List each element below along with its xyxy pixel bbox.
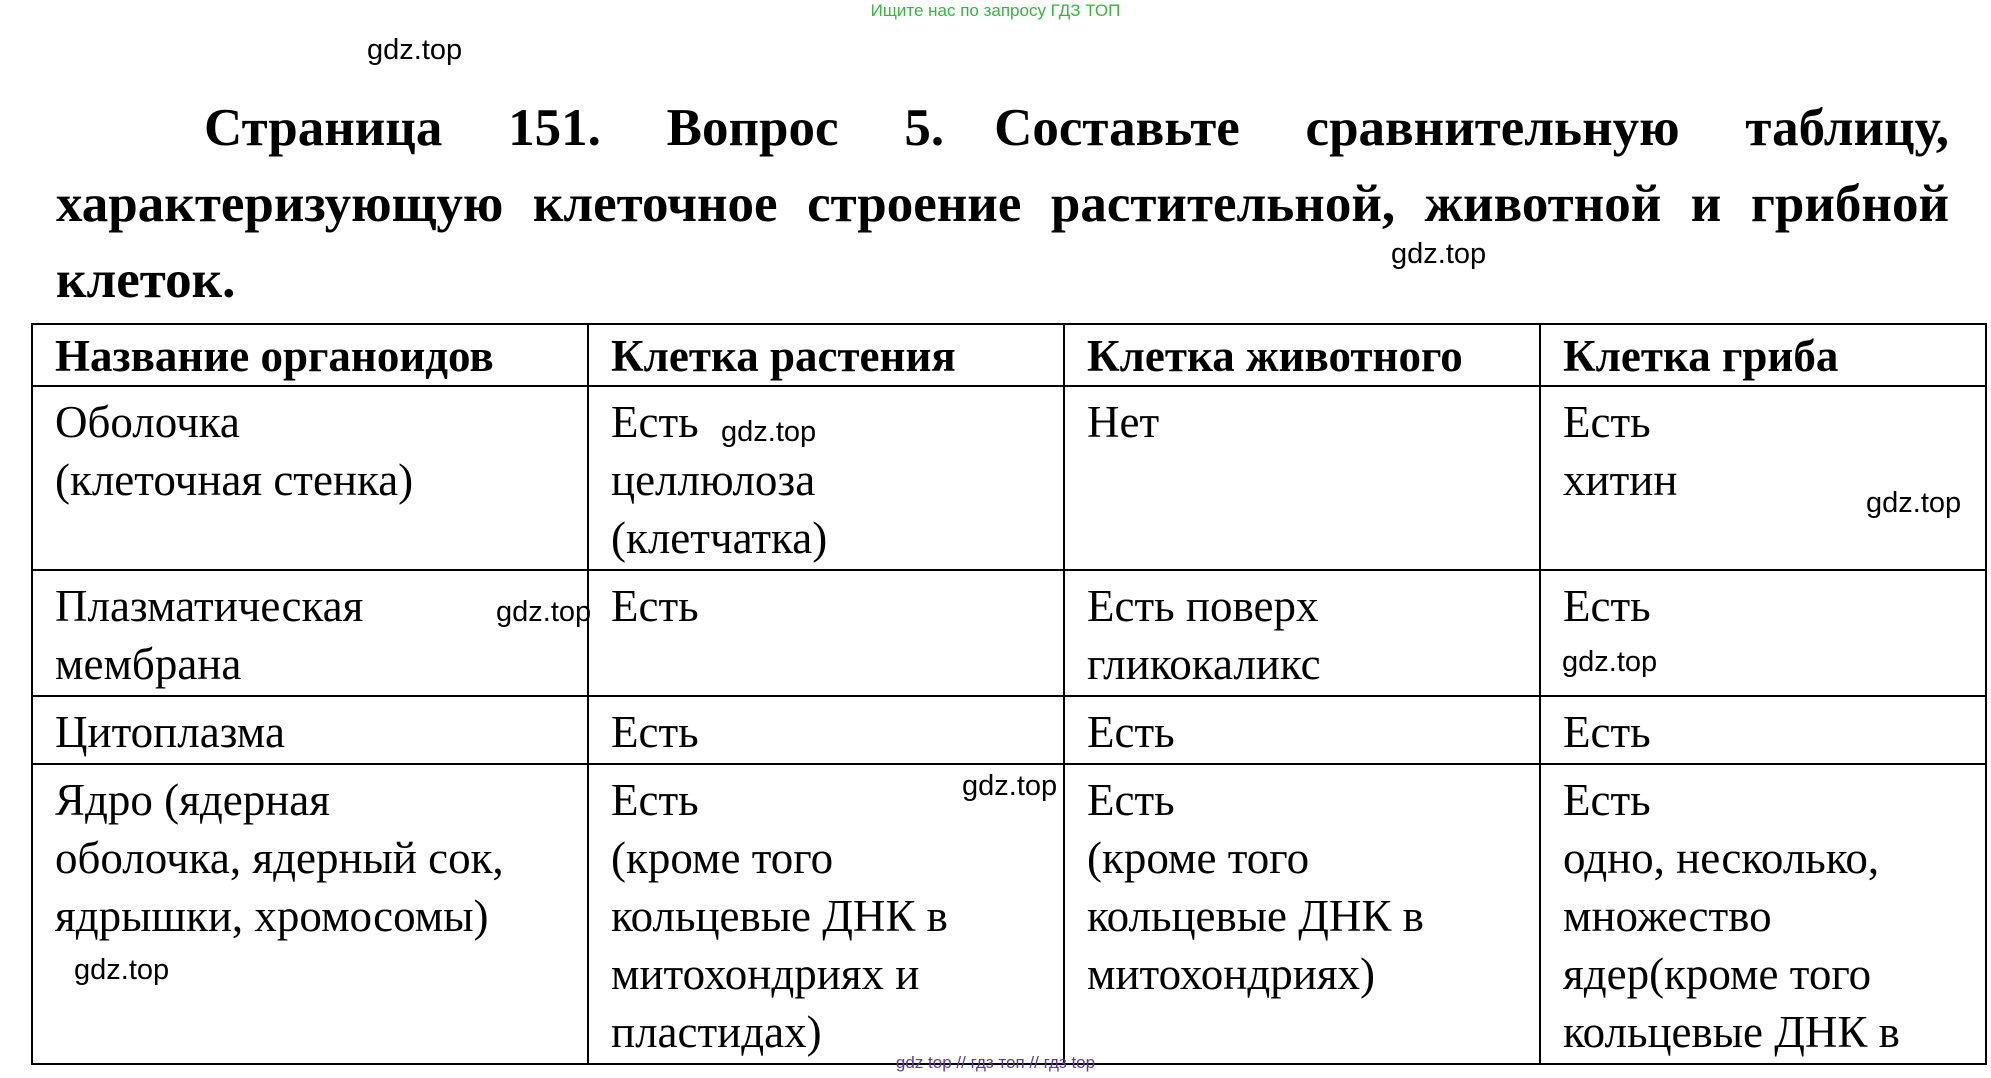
table-row	[32, 696, 1986, 764]
cell-line: множество	[1563, 891, 1772, 941]
watermark: gdz.top	[721, 416, 817, 448]
cell-line: Есть	[1563, 775, 1651, 825]
table-row	[32, 570, 1986, 696]
cell-line: кольцевые ДНК в	[1087, 891, 1424, 941]
organoid-cell	[32, 764, 588, 1064]
cell-line: ядрышки, хромосомы)	[55, 891, 489, 941]
cell-line: Есть	[1087, 707, 1175, 757]
cell-line: оболочка, ядерный сок,	[55, 833, 504, 883]
animal-cell	[1064, 764, 1540, 1064]
cell-line: (клеточная стенка)	[55, 455, 414, 505]
header-fungus-cell: Клетка гриба	[1540, 324, 1986, 386]
organoid-cell	[32, 570, 588, 696]
header-animal-cell: Клетка животного	[1064, 324, 1540, 386]
cell-line: мембрана	[55, 639, 242, 689]
header-organoid: Название органоидов	[32, 324, 588, 386]
cell-line: Есть	[1563, 707, 1651, 757]
cell-line: кольцевые ДНК в	[611, 891, 948, 941]
cell-line: (кроме того	[611, 833, 834, 883]
cell-line: Есть	[1563, 397, 1651, 447]
cell-line: хитин	[1563, 455, 1678, 505]
cell-line: Ядро (ядерная	[55, 775, 330, 825]
cell-line: одно, несколько,	[1563, 833, 1880, 883]
plant-cell	[588, 570, 1064, 696]
question-text: Составьте сравнительную таблицу, характеризующую клеточное строение растительной, животной и грибной клеток.	[56, 99, 1949, 309]
organoid-cell	[32, 386, 588, 570]
watermark: gdz.top	[1391, 238, 1487, 270]
animal-cell	[1064, 570, 1540, 696]
watermark: gdz.top	[1866, 487, 1962, 519]
header-plant-cell: Клетка растения	[588, 324, 1064, 386]
cell-line: Есть	[611, 581, 699, 631]
cell-line: митохондриях)	[1087, 949, 1376, 999]
watermark: gdz.top	[962, 770, 1058, 802]
fungus-cell	[1540, 696, 1986, 764]
cell-line: Есть поверх	[1087, 581, 1319, 631]
table-header-row	[32, 324, 1986, 386]
cell-line: ядер(кроме того	[1563, 949, 1872, 999]
comparison-table	[31, 323, 1987, 1065]
watermark: gdz.top	[367, 34, 463, 66]
cell-line: митохондриях и	[611, 949, 920, 999]
animal-cell	[1064, 696, 1540, 764]
cell-line: Плазматическая	[55, 581, 364, 631]
cell-line: целлюлоза	[611, 455, 816, 505]
cell-line: пластидах)	[611, 1007, 822, 1057]
cell-line: кольцевые ДНК в	[1563, 1007, 1900, 1057]
cell-line: Есть	[611, 397, 699, 447]
table-row	[32, 764, 1986, 1064]
cell-line: Цитоплазма	[55, 707, 285, 757]
cell-line: (клетчатка)	[611, 513, 828, 563]
cell-line: Нет	[1087, 397, 1160, 447]
cell-line: гликокаликс	[1087, 639, 1321, 689]
question-number: Страница 151. Вопрос 5.	[204, 99, 945, 157]
cell-line: Оболочка	[55, 397, 240, 447]
cell-line: Есть	[1087, 775, 1175, 825]
animal-cell	[1064, 386, 1540, 570]
cell-line: (кроме того	[1087, 833, 1310, 883]
fungus-cell	[1540, 386, 1986, 570]
watermark: gdz.top	[496, 596, 592, 628]
cell-line: Есть	[611, 707, 699, 757]
question-heading	[56, 90, 1949, 318]
organoid-cell	[32, 696, 588, 764]
cell-line: Есть	[1563, 581, 1651, 631]
cell-line: Есть	[611, 775, 699, 825]
plant-cell	[588, 386, 1064, 570]
footer-text: gdz top // гдз топ // гдз top	[895, 1053, 1096, 1072]
watermark: gdz.top	[1562, 646, 1658, 678]
top-banner: Ищите нас по запросу ГДЗ ТОП	[870, 1, 1121, 20]
fungus-cell	[1540, 764, 1986, 1064]
table-row	[32, 386, 1986, 570]
plant-cell	[588, 764, 1064, 1064]
watermark: gdz.top	[74, 954, 170, 986]
plant-cell	[588, 696, 1064, 764]
